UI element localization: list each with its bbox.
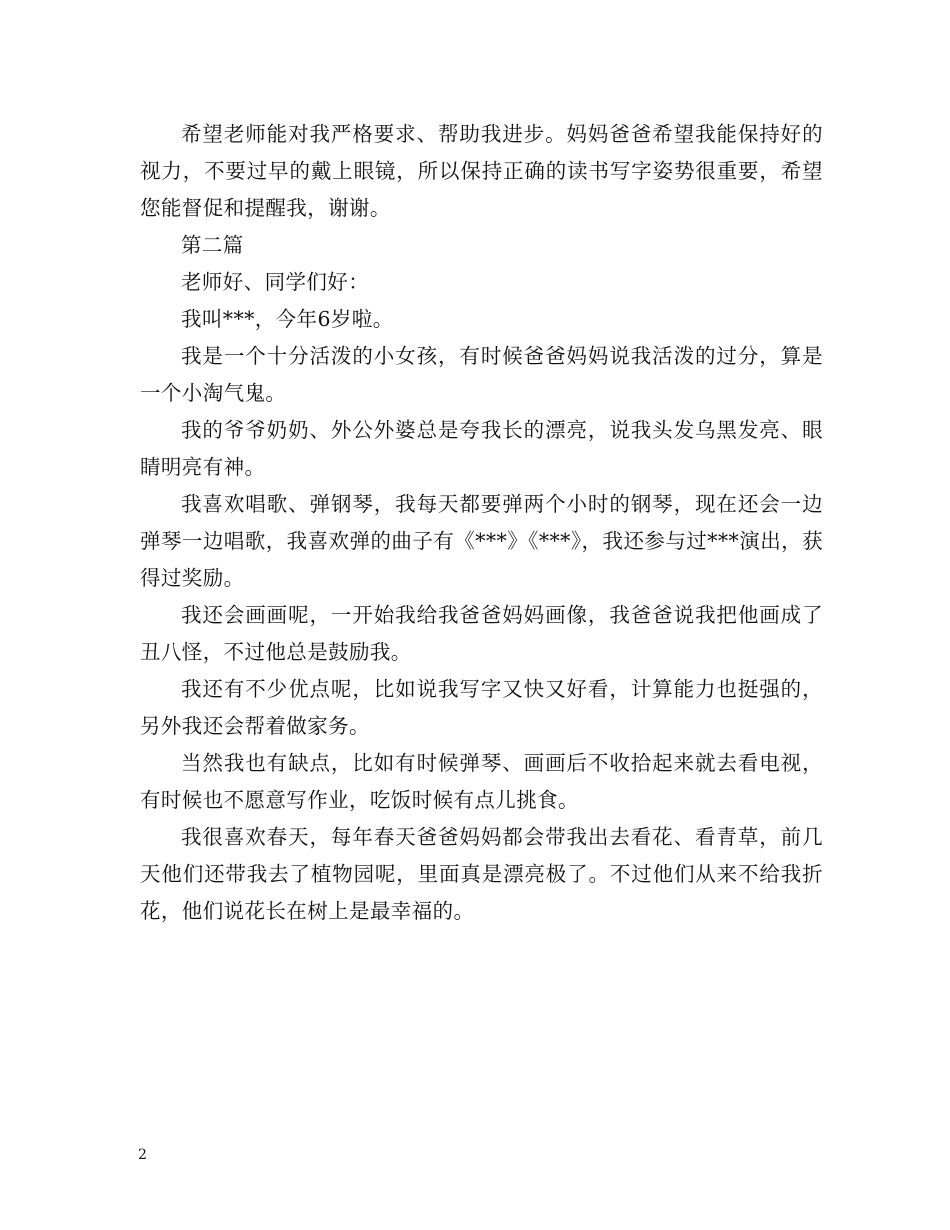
paragraph-intro: 我叫***，今年6岁啦。 [181, 307, 394, 331]
paragraph-drawing: 我还会画画呢，一开始我给我爸爸妈妈画像，我爸爸说我把他画成了丑八怪，不过他总是鼓励我。 [140, 603, 823, 664]
paragraph-spring: 我很喜欢春天，每年春天爸爸妈妈都会带我出去看花、看青草，前几天他们还带我去了植物园呢，里面真是漂亮极了。不过他们从来不给我折花，他们说花长在树上是最幸福的。 [140, 825, 823, 923]
section-heading: 第二篇 [181, 233, 244, 257]
paragraph-continuation: 希望老师能对我严格要求、帮助我进步。妈妈爸爸希望我能保持好的视力，不要过早的戴上眼镜，所以保持正确的读书写字姿势很重要，希望您能督促和提醒我，谢谢。 [140, 122, 823, 220]
greeting: 老师好、同学们好： [181, 270, 370, 294]
paragraph-weaknesses: 当然我也有缺点，比如有时候弹琴、画画后不收拾起来就去看电视，有时候也不愿意写作业，吃饭时候有点儿挑食。 [140, 751, 823, 812]
paragraph-music: 我喜欢唱歌、弹钢琴，我每天都要弹两个小时的钢琴，现在还会一边弹琴一边唱歌，我喜欢弹的曲子有《***》《***》，我还参与过***演出，获得过奖励。 [140, 492, 823, 590]
paragraph-appearance: 我的爷爷奶奶、外公外婆总是夸我长的漂亮，说我头发乌黑发亮、眼睛明亮有神。 [140, 418, 823, 479]
paragraph-strengths: 我还有不少优点呢，比如说我写字又快又好看，计算能力也挺强的，另外我还会帮着做家务。 [140, 677, 823, 738]
page-number: 2 [138, 1147, 147, 1163]
body-text [140, 116, 823, 930]
paragraph-personality: 我是一个十分活泼的小女孩，有时候爸爸妈妈说我活泼的过分，算是一个小淘气鬼。 [140, 344, 823, 405]
